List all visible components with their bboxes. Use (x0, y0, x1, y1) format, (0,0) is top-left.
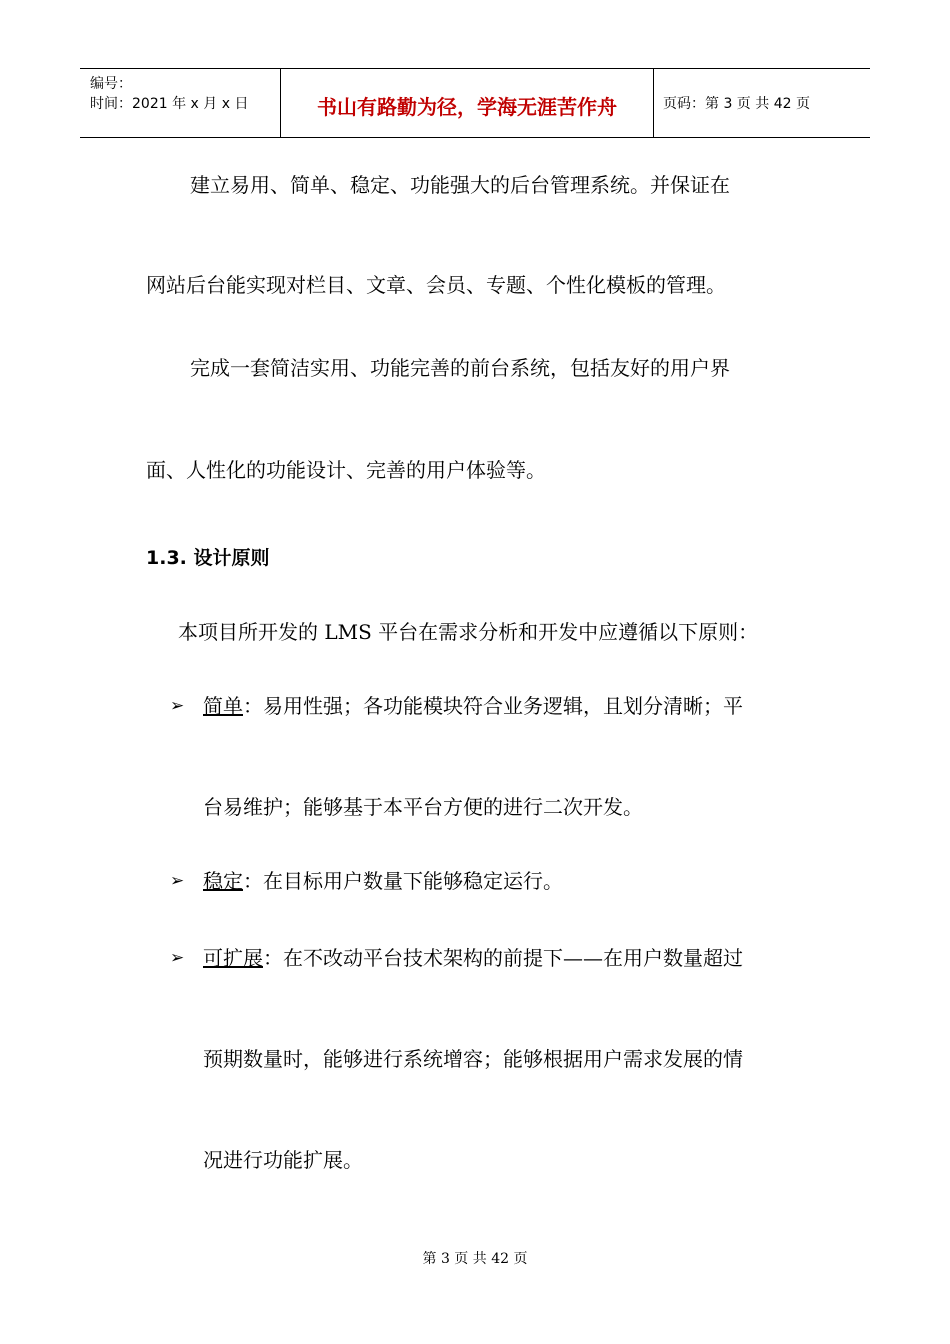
principle-term: 简单 (203, 694, 243, 718)
header-motto: 书山有路勤为径，学海无涯苦作舟 (317, 95, 617, 119)
page-header (80, 68, 870, 138)
principle-extensible-line-2: 预期数量时，能够进行系统增容；能够根据用户需求发展的情 (203, 1047, 743, 1071)
paragraph-2-line-2: 面、人性化的功能设计、完善的用户体验等。 (146, 458, 546, 482)
paragraph-1-line-2: 网站后台能实现对栏目、文章、会员、专题、个性化模板的管理。 (146, 273, 726, 297)
page-footer: 第 3 页 共 42 页 (422, 1251, 528, 1267)
principle-extensible-line-3: 况进行功能扩展。 (203, 1148, 363, 1172)
header-page-cell (653, 69, 870, 137)
paragraph-1-line-1: 建立易用、简单、稳定、功能强大的后台管理系统。并保证在 (190, 173, 730, 197)
principle-text: ：易用性强；各功能模块符合业务逻辑，且划分清晰；平 (243, 694, 743, 718)
principle-stable (203, 871, 563, 891)
principles-intro: 本项目所开发的 LMS 平台在需求分析和开发中应遵循以下原则： (178, 620, 759, 644)
principle-text: ：在目标用户数量下能够稳定运行。 (243, 869, 563, 893)
bullet-arrow-icon: ➢ (170, 948, 185, 968)
header-page-info: 页码：第 3 页 共 42 页 (663, 96, 810, 112)
number-label: 编号： (90, 76, 132, 92)
section-heading: 1.3. 设计原则 (146, 547, 270, 569)
principle-text: ：在不改动平台技术架构的前提下——在用户数量超过 (263, 946, 743, 970)
header-left-cell (80, 69, 280, 137)
time-label: 时间：2021 年 x 月 x 日 (90, 96, 249, 112)
bullet-arrow-icon: ➢ (170, 871, 185, 891)
header-motto-cell (280, 69, 654, 137)
principle-term: 稳定 (203, 869, 243, 893)
principle-extensible (203, 948, 743, 968)
principle-simple-line-2: 台易维护；能够基于本平台方便的进行二次开发。 (203, 795, 643, 819)
paragraph-2-line-1: 完成一套简洁实用、功能完善的前台系统，包括友好的用户界 (190, 356, 730, 380)
principle-simple (203, 696, 743, 716)
principle-term: 可扩展 (203, 946, 263, 970)
bullet-arrow-icon: ➢ (170, 696, 185, 716)
